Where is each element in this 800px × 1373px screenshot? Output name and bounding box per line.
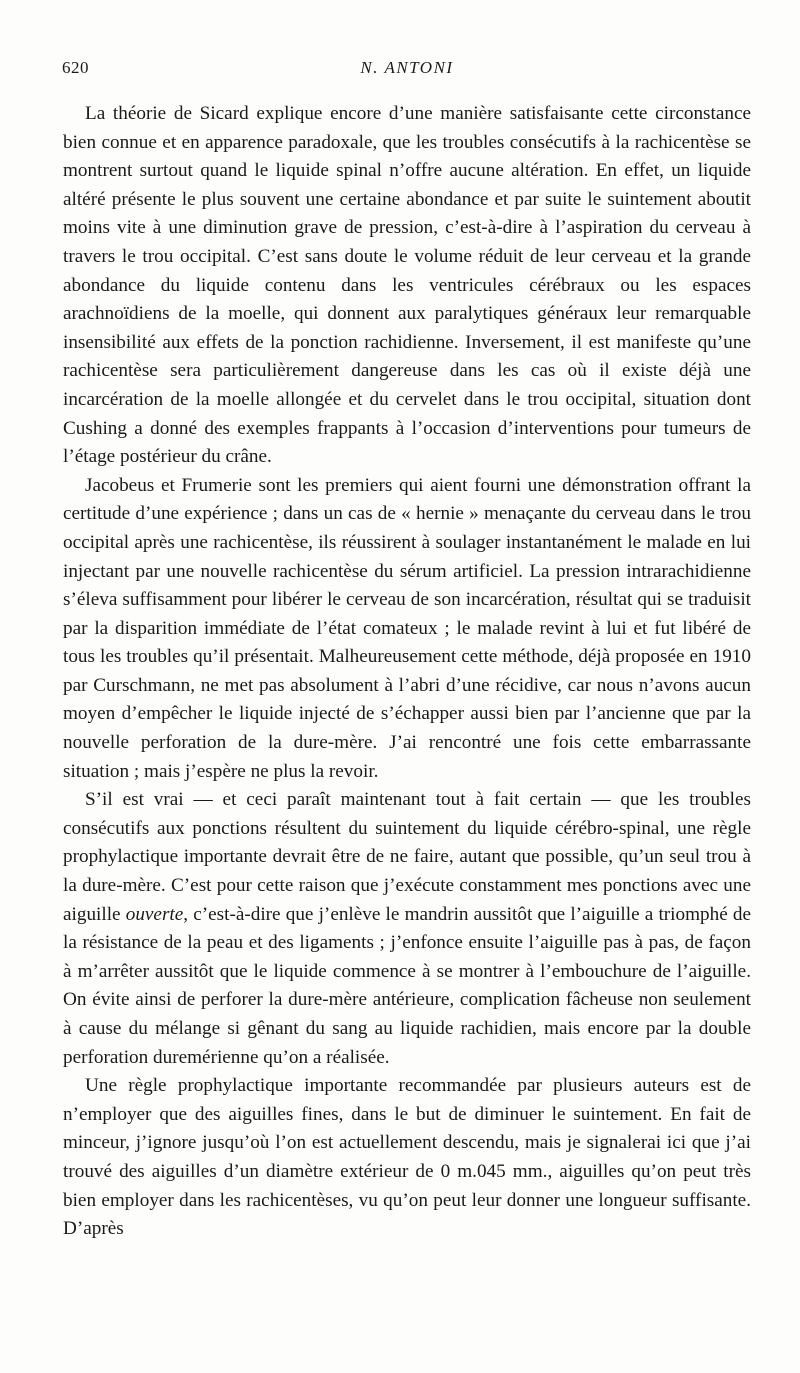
- italic-term-ouverte: ouverte: [125, 903, 184, 925]
- body-text: [63, 100, 751, 1244]
- running-title: N. ANTONI: [360, 58, 454, 77]
- page-number: 620: [62, 58, 89, 77]
- running-head: [62, 58, 752, 86]
- paragraph-open-needle-part-1: S’il est vrai — et ceci paraît maintenant tout à fait certain — que les troubles consécutifs aux ponctions résultent du suintement du liquide cérébro-spinal, une règle prophylactique importante devrait être de ne faire, autant que possible, qu’un seul trou à la dure-mère. C’est pour cette raison que j’exécute constamment mes ponctions avec une aiguille: [63, 789, 751, 925]
- paragraph-fine-needles: Une règle prophylactique importante recommandée par plusieurs auteurs est de n’employer que des aiguilles fines, dans le but de diminuer le suintement. En fait de minceur, j’ignore jusqu’où l’on est actuellement descendu, mais je signalerai ici que j’ai trouvé des aiguilles d’un diamètre extérieur de 0 m.045 mm., aiguilles qu’on peut très bien employer dans les rachicentèses, vu qu’on peut leur donner une longueur suffisante. D’après: [63, 1075, 751, 1240]
- paragraph-sicard-theory: La théorie de Sicard explique encore d’une manière satisfaisante cette circonstance bien connue et en apparence paradoxale, que les troubles consécutifs à la rachicentèse se montrent surtout quand le liquide spinal n’offre aucune altération. En effet, un liquide altéré présente le plus souvent une certaine abondance et par suite le suintement aboutit moins vite à une diminution grave de pression, c’est-à-dire à l’aspiration du cerveau à travers le trou occipital. C’est sans doute le volume réduit de leur cerveau et la grande abondance du liquide contenu dans les ventricules cérébraux ou les espaces arachnoïdiens de la moelle, qui donnent aux paralytiques généraux leur remarquable insensibilité aux effets de la ponction rachidienne. Inversement, il est manifeste qu’une rachicentèse sera particulièrement dangereuse dans les cas où il existe déjà une incarcération de la moelle allongée et du cervelet dans le trou occipital, situation dont Cushing a donné des exemples frappants à l’occasion d’interventions pour tumeurs de l’étage postérieur du crâne.: [63, 103, 751, 468]
- paragraph-open-needle: [63, 786, 751, 1072]
- paragraph-jacobeus-frumerie: Jacobeus et Frumerie sont les premiers qui aient fourni une démonstration offrant la certitude d’une expérience ; dans un cas de « hernie » menaçante du cerveau dans le trou occipital après une rachicentèse, ils réussirent à soulager instantanément le malade en lui injectant par une nouvelle rachicentèse du sérum artificiel. La pression intrarachidienne s’éleva suffisamment pour libérer le cerveau de son incarcération, résultat qui se traduisit par la disparition immédiate de l’état comateux ; le malade revint à lui et fut libéré de tous les troubles qu’il présentait. Malheureusement cette méthode, déjà proposée en 1910 par Curschmann, ne met pas absolument à l’abri d’une récidive, car nous n’avons aucun moyen d’empêcher le liquide injecté de s’échapper aussi bien par l’ancienne que par la nouvelle perforation de la dure-mère. J’ai rencontré une fois cette embarrassante situation ; mais j’espère ne plus la revoir.: [63, 474, 751, 782]
- paragraph-open-needle-part-2: , c’est-à-dire que j’enlève le mandrin aussitôt que l’aiguille a triomphé de la résistance de la peau et des ligaments ; j’enfonce ensuite l’aiguille pas à pas, de façon à m’arrêter aussitôt que le liquide commence à se montrer à l’embouchure de l’aiguille. On évite ainsi de perforer la dure-mère antérieure, complication fâcheuse non seulement à cause du mélange si gênant du sang au liquide rachidien, mais encore par la double perforation duremérienne qu’on a réalisée.: [63, 903, 751, 1068]
